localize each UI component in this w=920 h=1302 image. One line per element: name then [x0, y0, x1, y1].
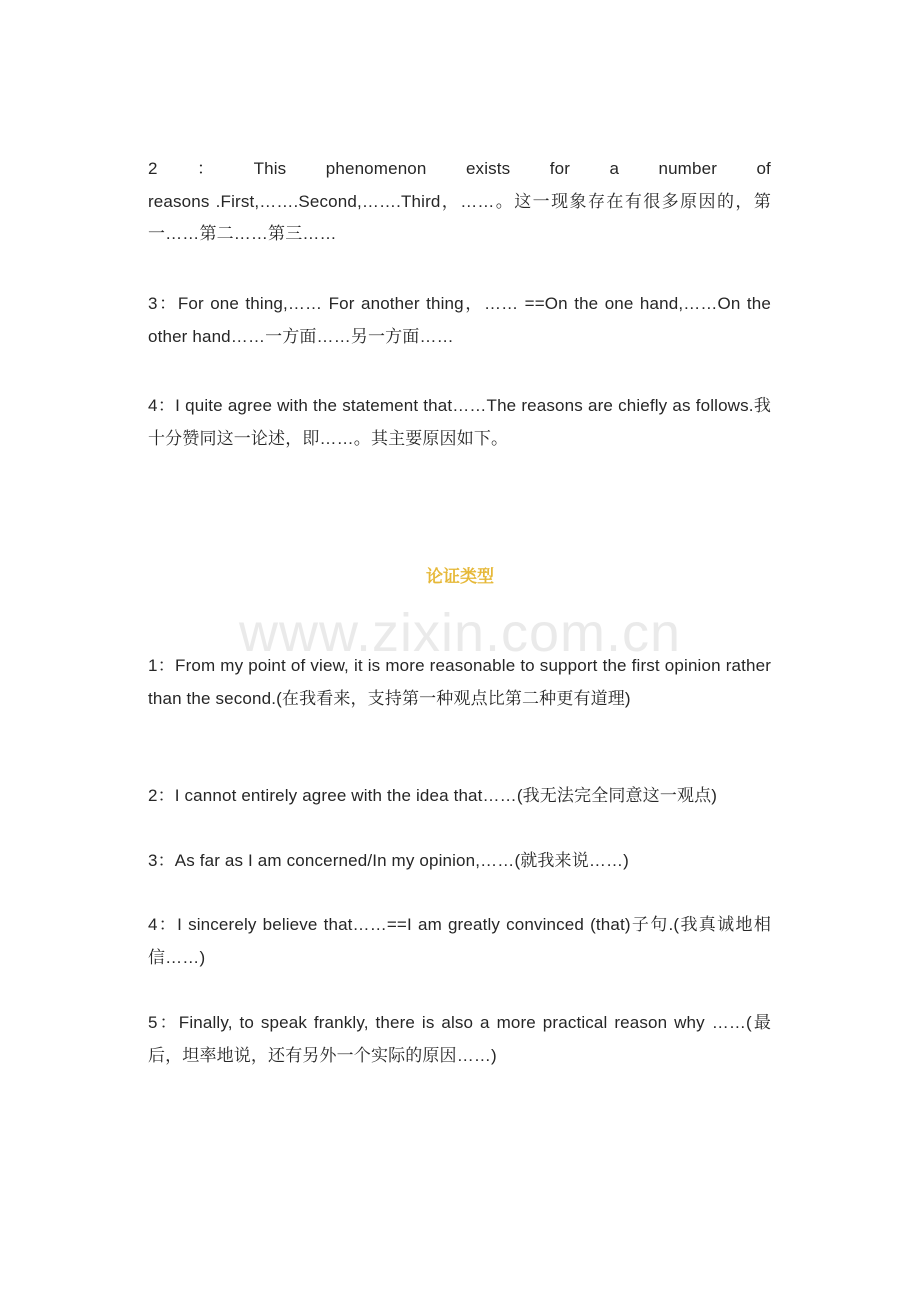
- word: phenomenon: [325, 159, 427, 178]
- top-item-2-first-line: [148, 153, 771, 186]
- word: This: [253, 159, 287, 178]
- word: for: [549, 159, 571, 178]
- top-item-4: 4：I quite agree with the statement that……The reasons are chiefly as follows.我十分赞同这一论述，即……。其主要原因如下。: [148, 396, 771, 448]
- word: 2: [148, 159, 158, 178]
- top-item-2-rest: reasons .First,…….Second,…….Third，……。这一现象存在有很多原因的，第一……第二……第三……: [148, 191, 771, 243]
- section-heading: 论证类型: [426, 567, 494, 587]
- word: of: [756, 159, 771, 178]
- argument-item-1: 1：From my point of view, it is more reasonable to support the first opinion rather than the second.(在我看来，支持第一种观点比第二种更有道理): [148, 656, 771, 708]
- watermark: www.zixin.com.cn: [238, 603, 682, 663]
- argument-item-3: 3：As far as I am concerned/In my opinion,……(就我来说……): [148, 851, 629, 870]
- argument-item-5: 5：Finally, to speak frankly, there is also a more practical reason why ……(最后，坦率地说，还有另外一个实际的原因……): [148, 1013, 771, 1065]
- top-item-2: [148, 153, 771, 251]
- argument-item-4: 4：I sincerely believe that……==I am greatly convinced (that)子句.(我真诚地相信……): [148, 915, 771, 967]
- word: ：: [197, 159, 215, 178]
- argument-item-2: 2：I cannot entirely agree with the idea that……(我无法完全同意这一观点): [148, 786, 718, 805]
- word: a: [609, 159, 620, 178]
- word: exists: [465, 159, 511, 178]
- word: number: [658, 159, 718, 178]
- top-item-3: 3：For one thing,…… For another thing，…… ==On the one hand,……On the other hand……一方面……另一方面……: [148, 294, 771, 346]
